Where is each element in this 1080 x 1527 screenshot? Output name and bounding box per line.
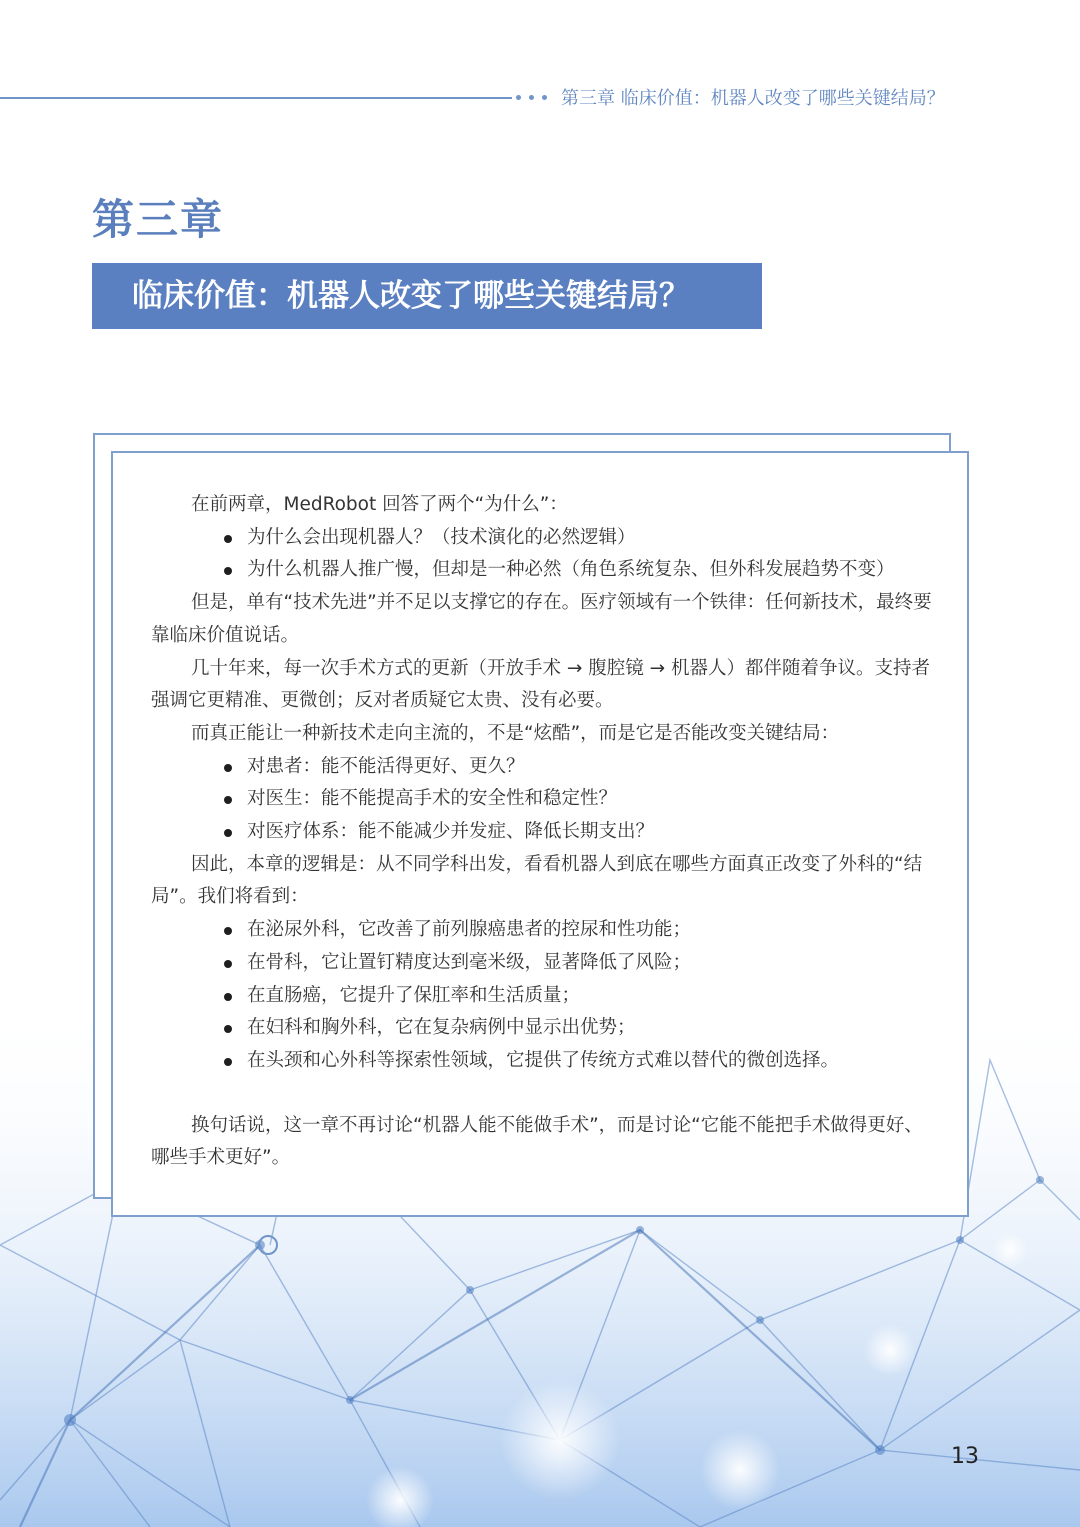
why-list — [151, 522, 937, 587]
list-item: 对医疗体系：能不能减少并发症、降低长期支出？ — [151, 816, 937, 849]
list-item: 在妇科和胸外科，它在复杂病例中显示出优势； — [151, 1012, 937, 1045]
running-head: 第三章 临床价值：机器人改变了哪些关键结局？ — [561, 88, 945, 109]
chapter-label: 第三章 — [92, 195, 225, 244]
page-number: 13 — [951, 1444, 979, 1469]
list-item: 为什么机器人推广慢，但却是一种必然（角色系统复杂、但外科发展趋势不变） — [151, 554, 937, 587]
rule-paragraph: 但是，单有“技术先进”并不足以支撑它的存在。医疗领域有一个铁律：任何新技术，最终要靠临床价值说话。 — [151, 592, 932, 646]
list-item: 在直肠癌，它提升了保肛率和生活质量； — [151, 980, 937, 1013]
logic-paragraph: 因此，本章的逻辑是：从不同学科出发，看看机器人到底在哪些方面真正改变了外科的“结局”。我们将看到： — [151, 853, 923, 908]
chapter-title: 临床价值：机器人改变了哪些关键结局？ — [132, 278, 690, 314]
history-paragraph: 几十年来，每一次手术方式的更新（开放手术 → 腹腔镜 → 机器人）都伴随着争议。支持者强调它更精准、更微创；反对者质疑它太贵、没有必要。 — [151, 657, 931, 712]
outcome-list — [151, 751, 937, 849]
chapter-title-banner — [92, 263, 762, 329]
list-item: 对患者：能不能活得更好、更久？ — [151, 751, 937, 784]
content-frame — [111, 451, 969, 1217]
intro-paragraph: 在前两章，MedRobot 回答了两个“为什么”： — [191, 494, 568, 515]
body-text — [151, 489, 937, 1175]
specialty-list — [151, 914, 937, 1078]
paragraph-gap — [151, 1078, 937, 1110]
dot-leader-icon — [512, 93, 552, 103]
list-item: 在头颈和心外科等探索性领域，它提供了传统方式难以替代的微创选择。 — [151, 1045, 937, 1078]
list-item: 在骨科，它让置钉精度达到毫米级，显著降低了风险； — [151, 947, 937, 980]
mainstream-paragraph: 而真正能让一种新技术走向主流的，不是“炫酷”，而是它是否能改变关键结局： — [191, 722, 840, 744]
header-rule — [0, 97, 512, 99]
list-item: 对医生：能不能提高手术的安全性和稳定性？ — [151, 783, 937, 816]
list-item: 在泌尿外科，它改善了前列腺癌患者的控尿和性功能； — [151, 914, 937, 947]
list-item: 为什么会出现机器人？（技术演化的必然逻辑） — [151, 522, 937, 555]
conclusion-paragraph: 换句话说，这一章不再讨论“机器人能不能做手术”，而是讨论“它能不能把手术做得更好、哪些手术更好”。 — [151, 1114, 923, 1169]
